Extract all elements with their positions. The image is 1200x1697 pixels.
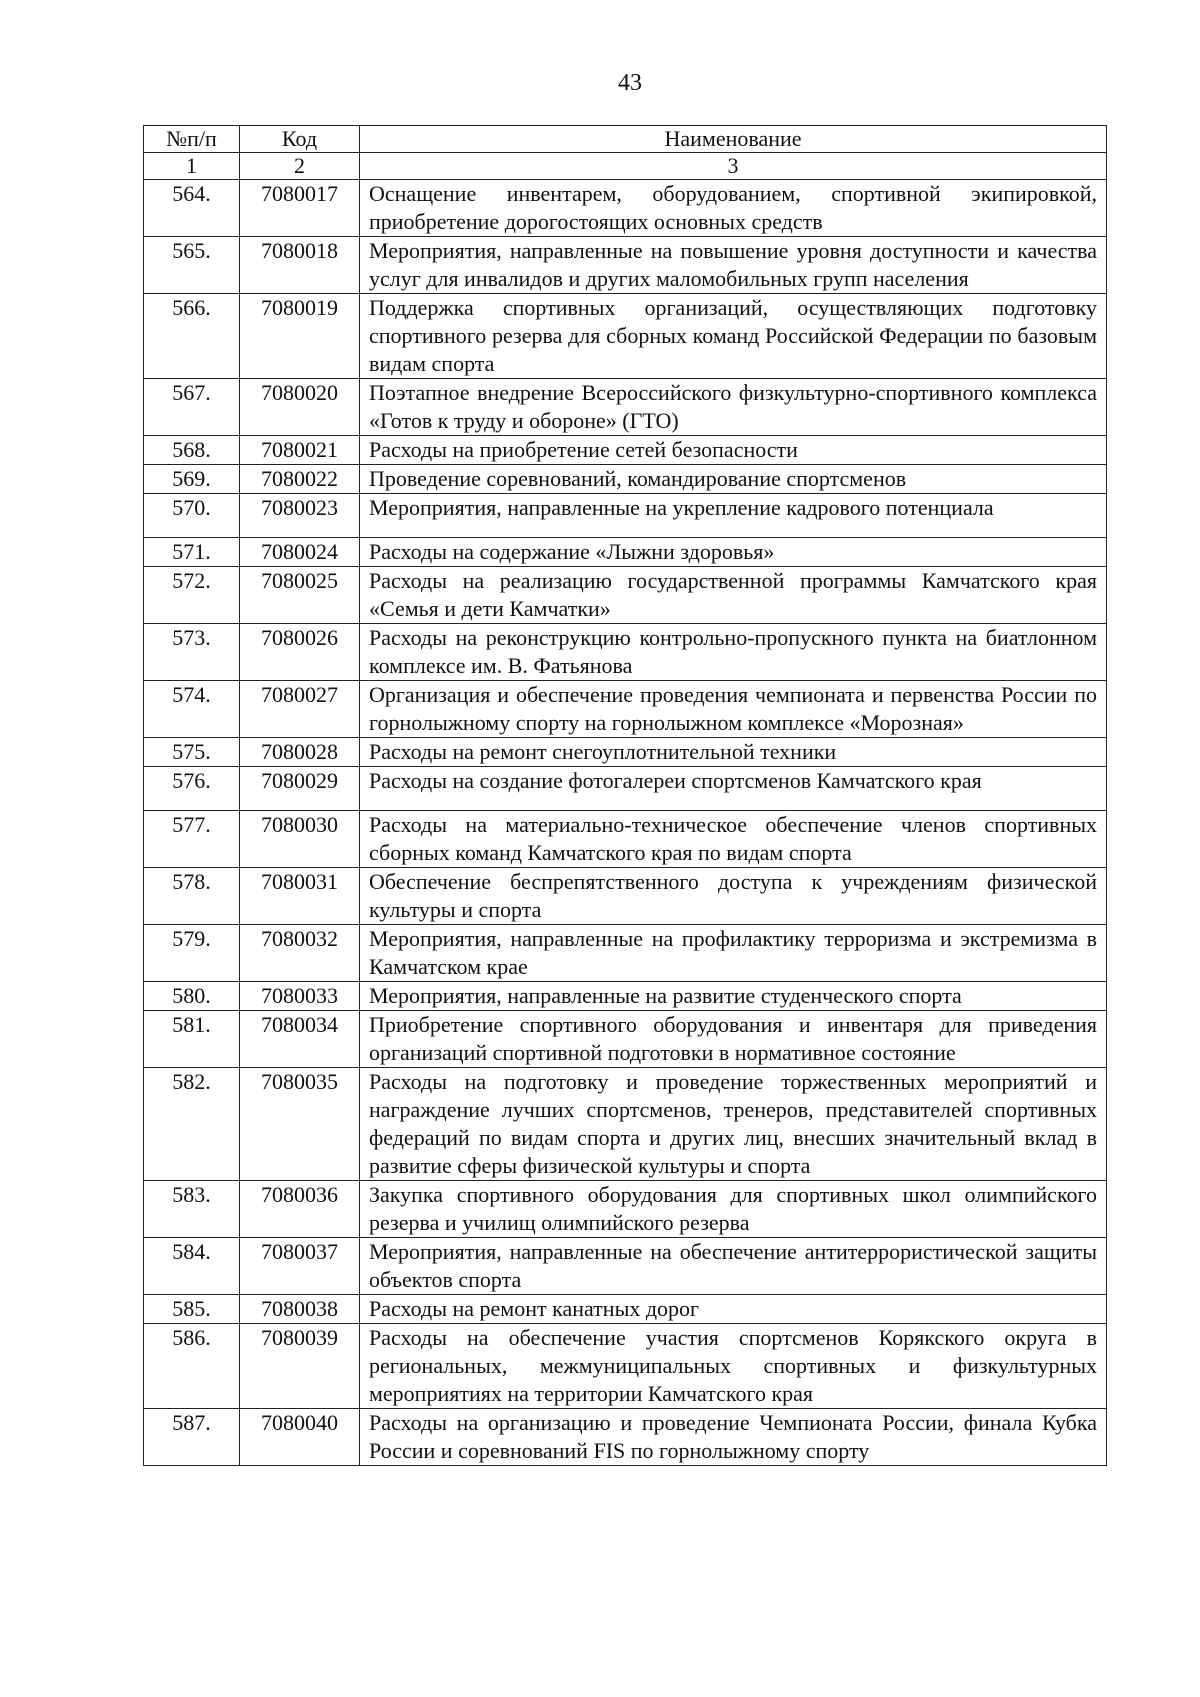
column-number-3: 3 (360, 153, 1107, 180)
row-number: 574. (144, 681, 240, 738)
table-row (144, 1324, 1107, 1409)
table-row (144, 925, 1107, 982)
table-row (144, 982, 1107, 1011)
row-name: Расходы на создание фотогалереи спортсменов Камчатского края (360, 767, 1107, 811)
row-code: 7080040 (240, 1409, 360, 1466)
row-number: 573. (144, 624, 240, 681)
header-name: Наименование (360, 126, 1107, 153)
row-name: Закупка спортивного оборудования для спортивных школ олимпийского резерва и училищ олимпийского резерва (360, 1181, 1107, 1238)
row-number: 584. (144, 1238, 240, 1295)
row-number: 585. (144, 1295, 240, 1324)
row-name: Расходы на подготовку и проведение торжественных мероприятий и награждение лучших спортсменов, тренеров, представителей спортивных федераций по видам спорта и других лиц, внесших значительный вклад в развитие сферы физической культуры и спорта (360, 1068, 1107, 1181)
row-code: 7080018 (240, 237, 360, 294)
budget-codes-table (143, 125, 1107, 1466)
table-row (144, 237, 1107, 294)
table-row (144, 1068, 1107, 1181)
row-code: 7080024 (240, 538, 360, 567)
table-row (144, 379, 1107, 436)
row-name: Мероприятия, направленные на обеспечение антитеррористической защиты объектов спорта (360, 1238, 1107, 1295)
row-code: 7080033 (240, 982, 360, 1011)
row-code: 7080031 (240, 868, 360, 925)
table-row (144, 738, 1107, 767)
table-row (144, 811, 1107, 868)
table-row (144, 1409, 1107, 1466)
table-row (144, 1181, 1107, 1238)
row-code: 7080035 (240, 1068, 360, 1181)
row-name: Организация и обеспечение проведения чемпионата и первенства России по горнолыжному спорту на горнолыжном комплексе «Морозная» (360, 681, 1107, 738)
table-row (144, 767, 1107, 811)
row-number: 580. (144, 982, 240, 1011)
row-name: Расходы на обеспечение участия спортсменов Корякского округа в региональных, межмуниципальных спортивных и физкультурных мероприятиях на территории Камчатского края (360, 1324, 1107, 1409)
row-number: 568. (144, 436, 240, 465)
row-name: Расходы на организацию и проведение Чемпионата России, финала Кубка России и соревнований FIS по горнолыжному спорту (360, 1409, 1107, 1466)
row-code: 7080029 (240, 767, 360, 811)
row-number: 582. (144, 1068, 240, 1181)
table-row (144, 465, 1107, 494)
row-number: 581. (144, 1011, 240, 1068)
column-numbers-row (144, 153, 1107, 180)
table-row (144, 436, 1107, 465)
table-row (144, 567, 1107, 624)
table-row (144, 1011, 1107, 1068)
page-number: 43 (618, 70, 642, 96)
table-row (144, 538, 1107, 567)
row-name: Расходы на материально-техническое обеспечение членов спортивных сборных команд Камчатского края по видам спорта (360, 811, 1107, 868)
row-number: 575. (144, 738, 240, 767)
row-number: 567. (144, 379, 240, 436)
row-code: 7080027 (240, 681, 360, 738)
row-name: Поэтапное внедрение Всероссийского физкультурно-спортивного комплекса «Готов к труду и обороне» (ГТО) (360, 379, 1107, 436)
row-name: Расходы на приобретение сетей безопасности (360, 436, 1107, 465)
row-number: 578. (144, 868, 240, 925)
row-code: 7080021 (240, 436, 360, 465)
row-number: 569. (144, 465, 240, 494)
row-number: 564. (144, 180, 240, 237)
row-number: 579. (144, 925, 240, 982)
row-code: 7080039 (240, 1324, 360, 1409)
row-number: 586. (144, 1324, 240, 1409)
row-number: 565. (144, 237, 240, 294)
row-name: Расходы на ремонт снегоуплотнительной техники (360, 738, 1107, 767)
column-number-1: 1 (144, 153, 240, 180)
row-name: Приобретение спортивного оборудования и инвентаря для приведения организаций спортивной подготовки в нормативное состояние (360, 1011, 1107, 1068)
row-name: Проведение соревнований, командирование спортсменов (360, 465, 1107, 494)
row-name: Расходы на реализацию государственной программы Камчатского края «Семья и дети Камчатки» (360, 567, 1107, 624)
table-row (144, 294, 1107, 379)
table-header-row (144, 126, 1107, 153)
row-number: 566. (144, 294, 240, 379)
row-number: 577. (144, 811, 240, 868)
column-number-2: 2 (240, 153, 360, 180)
row-number: 576. (144, 767, 240, 811)
row-code: 7080025 (240, 567, 360, 624)
header-code: Код (240, 126, 360, 153)
row-name: Поддержка спортивных организаций, осуществляющих подготовку спортивного резерва для сборных команд Российской Федерации по базовым видам спорта (360, 294, 1107, 379)
table-row (144, 624, 1107, 681)
row-number: 572. (144, 567, 240, 624)
table-row (144, 1238, 1107, 1295)
row-number: 571. (144, 538, 240, 567)
row-name: Оснащение инвентарем, оборудованием, спортивной экипировкой, приобретение дорогостоящих основных средств (360, 180, 1107, 237)
row-code: 7080022 (240, 465, 360, 494)
row-number: 570. (144, 494, 240, 538)
row-code: 7080020 (240, 379, 360, 436)
row-name: Мероприятия, направленные на повышение уровня доступности и качества услуг для инвалидов и других маломобильных групп населения (360, 237, 1107, 294)
row-code: 7080032 (240, 925, 360, 982)
table-row (144, 868, 1107, 925)
row-number: 587. (144, 1409, 240, 1466)
row-name: Расходы на ремонт канатных дорог (360, 1295, 1107, 1324)
row-name: Расходы на реконструкцию контрольно-пропускного пункта на биатлонном комплексе им. В. Фатьянова (360, 624, 1107, 681)
table-body (144, 180, 1107, 1466)
row-code: 7080023 (240, 494, 360, 538)
row-code: 7080036 (240, 1181, 360, 1238)
row-code: 7080019 (240, 294, 360, 379)
row-code: 7080038 (240, 1295, 360, 1324)
row-name: Обеспечение беспрепятственного доступа к учреждениям физической культуры и спорта (360, 868, 1107, 925)
row-code: 7080028 (240, 738, 360, 767)
row-code: 7080034 (240, 1011, 360, 1068)
table-row (144, 180, 1107, 237)
row-code: 7080030 (240, 811, 360, 868)
row-code: 7080037 (240, 1238, 360, 1295)
row-name: Мероприятия, направленные на развитие студенческого спорта (360, 982, 1107, 1011)
table-row (144, 494, 1107, 538)
row-code: 7080026 (240, 624, 360, 681)
table-row (144, 1295, 1107, 1324)
header-number: №п/п (144, 126, 240, 153)
row-name: Мероприятия, направленные на укрепление кадрового потенциала (360, 494, 1107, 538)
row-code: 7080017 (240, 180, 360, 237)
row-name: Мероприятия, направленные на профилактику терроризма и экстремизма в Камчатском крае (360, 925, 1107, 982)
row-name: Расходы на содержание «Лыжни здоровья» (360, 538, 1107, 567)
table-row (144, 681, 1107, 738)
row-number: 583. (144, 1181, 240, 1238)
